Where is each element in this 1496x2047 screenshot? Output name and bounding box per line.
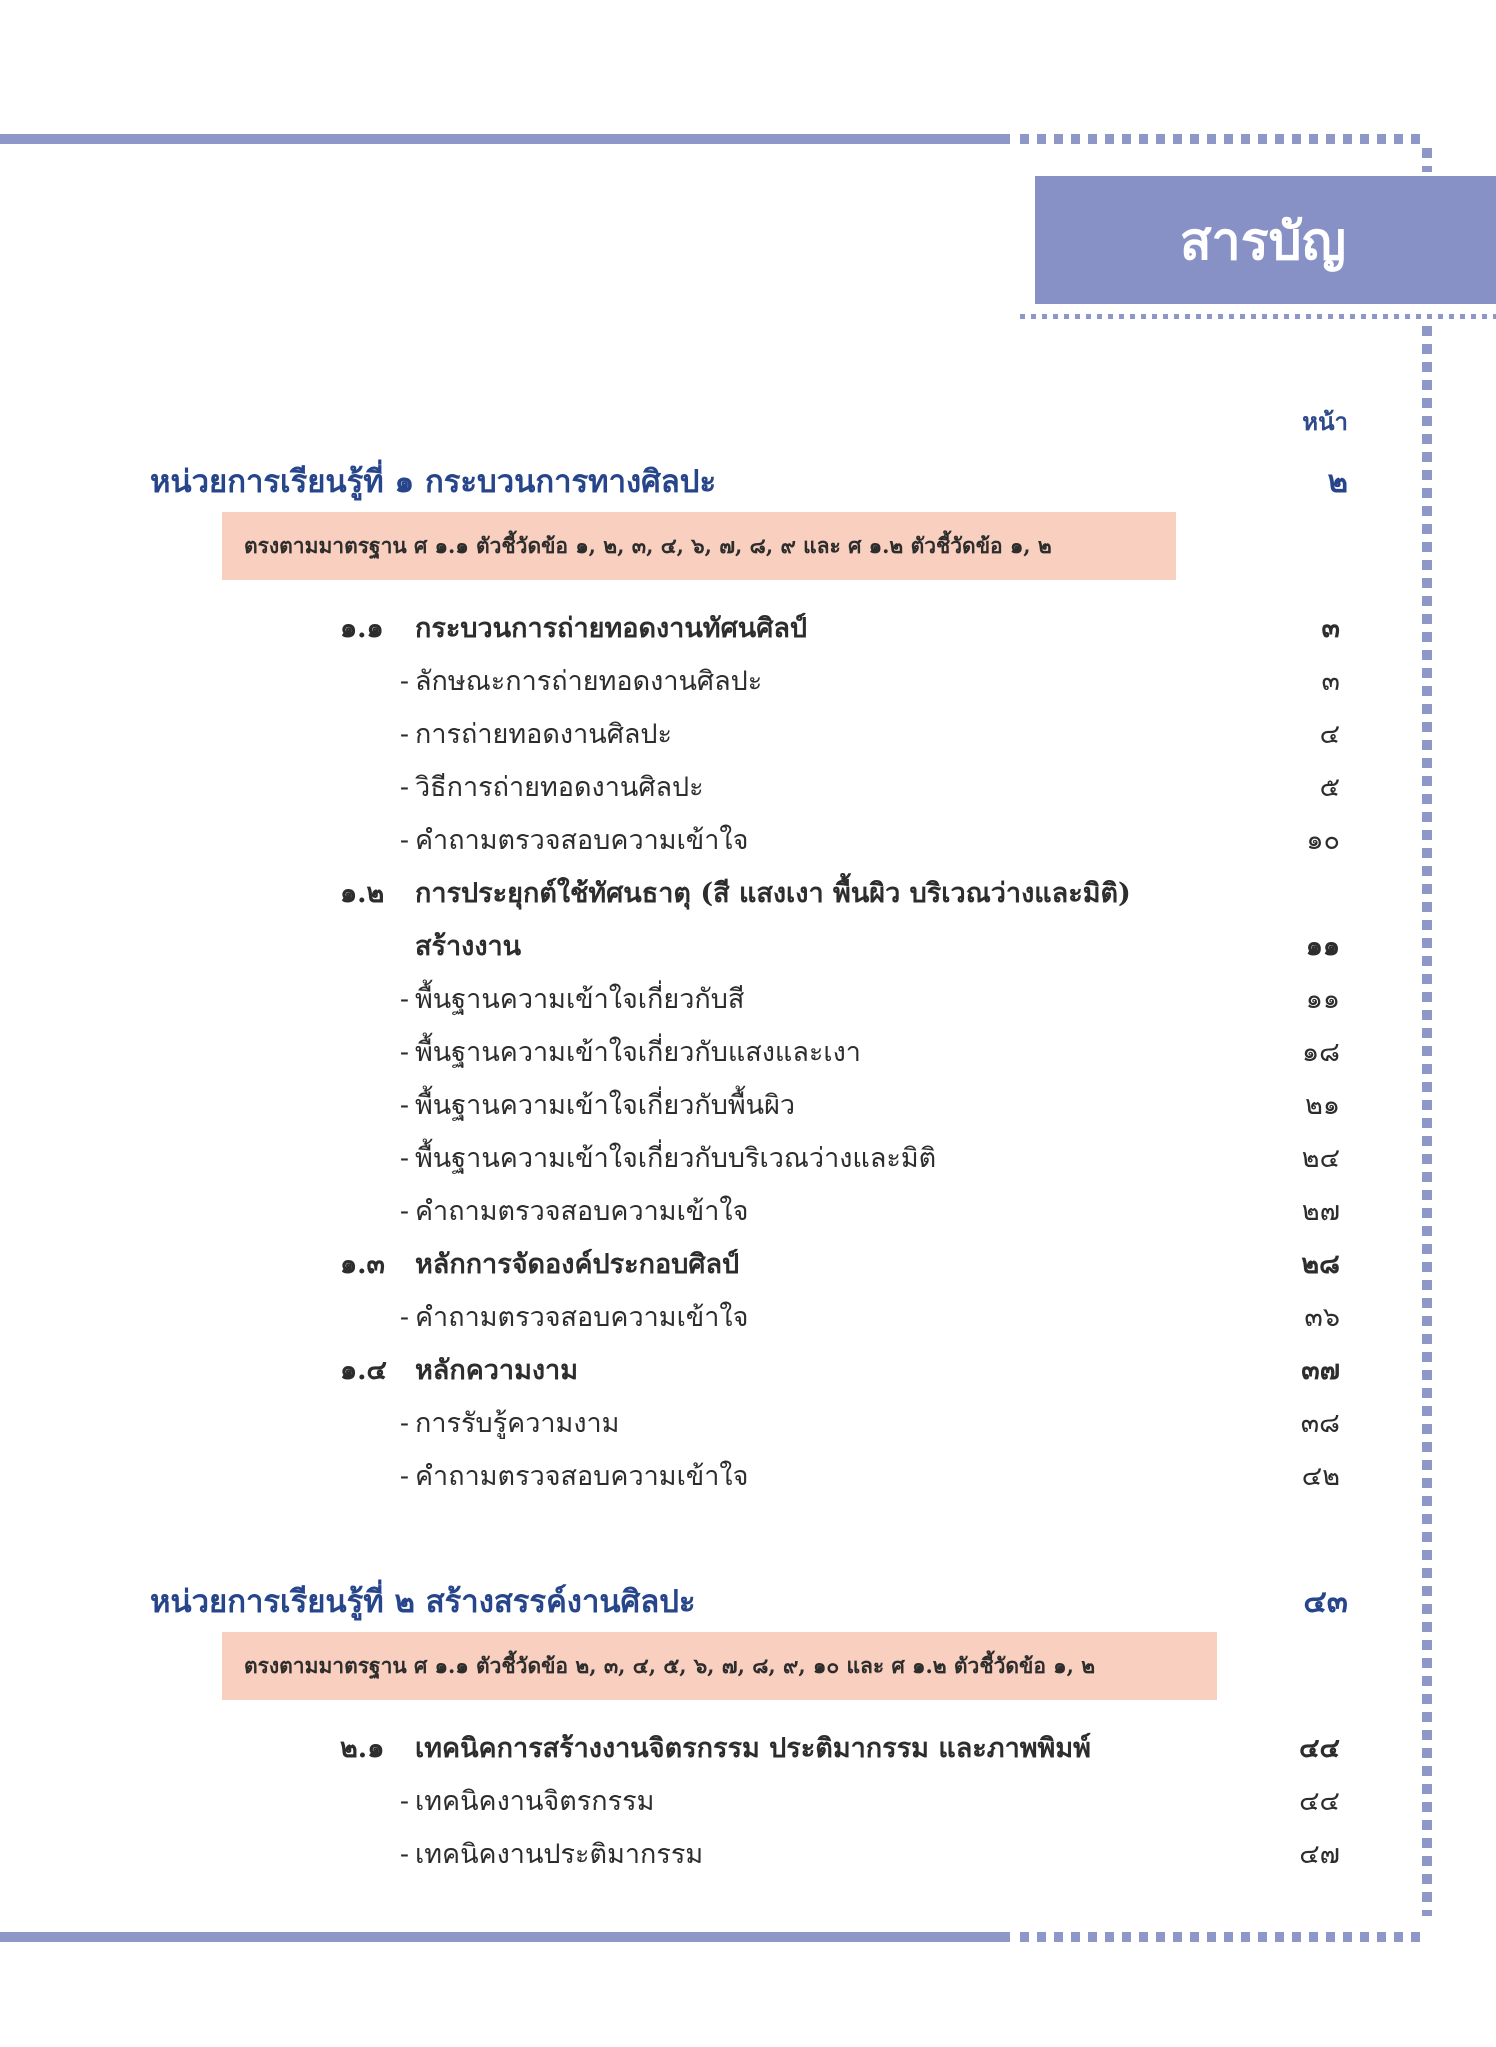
toc-entry bbox=[340, 1832, 1340, 1872]
entry-dash: - bbox=[399, 1143, 409, 1174]
entry-page: ๔๒ bbox=[1301, 1461, 1340, 1492]
entry-dash: - bbox=[399, 1090, 409, 1121]
entry-page: ๒๘ bbox=[1301, 1249, 1340, 1280]
entry-page: ๔๗ bbox=[1299, 1839, 1340, 1870]
entry-dash: - bbox=[399, 825, 409, 856]
entry-dash: - bbox=[399, 1302, 409, 1333]
toc-entry bbox=[340, 924, 1340, 964]
top-rule-dotted bbox=[1020, 134, 1420, 144]
entry-page: ๓ bbox=[1321, 613, 1340, 644]
entry-number: ๑.๒ bbox=[340, 878, 385, 909]
entry-number: ๑.๔ bbox=[340, 1355, 387, 1386]
entry-page: ๓๗ bbox=[1301, 1355, 1340, 1386]
standard-box bbox=[222, 512, 1176, 580]
entry-page: ๒๑ bbox=[1305, 1090, 1340, 1121]
entry-title: คำถามตรวจสอบความเข้าใจ bbox=[415, 825, 749, 856]
toc-entry bbox=[340, 1454, 1340, 1494]
entry-title: การรับรู้ความงาม bbox=[415, 1408, 620, 1439]
page-title: สารบัญ bbox=[1179, 211, 1346, 272]
entry-title: พื้นฐานความเข้าใจเกี่ยวกับสี bbox=[415, 984, 745, 1015]
standard-text: ตรงตามมาตรฐาน ศ ๑.๑ ตัวชี้วัดข้อ ๑, ๒, ๓, ๔, ๖, ๗, ๘, ๙ และ ศ ๑.๒ ตัวชี้วัดข้อ ๑, ๒ bbox=[244, 532, 1052, 558]
entry-title: การถ่ายทอดงานศิลปะ bbox=[415, 719, 673, 750]
toc-entry bbox=[340, 1242, 1340, 1282]
entry-page: ๓๘ bbox=[1300, 1408, 1340, 1439]
entry-title: สร้างงาน bbox=[415, 931, 522, 962]
entry-number: ๒.๑ bbox=[340, 1733, 385, 1764]
unit-heading bbox=[150, 1576, 1348, 1626]
page-column-label: หน้า bbox=[1302, 407, 1348, 436]
bottom-rule-dotted bbox=[1020, 1932, 1420, 1942]
entry-dash: - bbox=[399, 1408, 409, 1439]
entry-page: ๔๔ bbox=[1299, 1786, 1340, 1817]
unit-page: ๒ bbox=[1327, 464, 1348, 500]
entry-dash: - bbox=[399, 1196, 409, 1227]
standard-text: ตรงตามมาตรฐาน ศ ๑.๑ ตัวชี้วัดข้อ ๒, ๓, ๔, ๕, ๖, ๗, ๘, ๙, ๑๐ และ ศ ๑.๒ ตัวชี้วัดข้อ ๑, ๒ bbox=[244, 1652, 1096, 1678]
entry-title: คำถามตรวจสอบความเข้าใจ bbox=[415, 1196, 749, 1227]
right-side-dotted bbox=[1422, 326, 1432, 1916]
unit-heading bbox=[150, 456, 1348, 506]
unit-page: ๔๓ bbox=[1303, 1584, 1348, 1620]
entry-title: การประยุกต์ใช้ทัศนธาตุ (สี แสงเงา พื้นผิว บริเวณว่างและมิติ) bbox=[415, 878, 1131, 909]
toc-entry bbox=[340, 712, 1340, 752]
unit-title: หน่วยการเรียนรู้ที่ ๑ กระบวนการทางศิลปะ bbox=[150, 464, 717, 500]
toc-entry bbox=[340, 871, 1340, 911]
entry-title: หลักความงาม bbox=[415, 1355, 579, 1386]
entry-page: ๓๖ bbox=[1304, 1302, 1340, 1333]
toc-entry bbox=[340, 1348, 1340, 1388]
entry-dash: - bbox=[399, 666, 409, 697]
entry-title: พื้นฐานความเข้าใจเกี่ยวกับแสงและเงา bbox=[415, 1037, 861, 1068]
toc-entry bbox=[340, 606, 1340, 646]
toc-entry bbox=[340, 1779, 1340, 1819]
toc-entry bbox=[340, 1030, 1340, 1070]
toc-entry bbox=[340, 765, 1340, 805]
entry-page: ๑๑ bbox=[1305, 984, 1340, 1015]
entry-page: ๑๐ bbox=[1306, 825, 1340, 856]
toc-entry bbox=[340, 659, 1340, 699]
bottom-rule-solid bbox=[0, 1932, 1010, 1942]
entry-dash: - bbox=[399, 1839, 409, 1870]
entry-title: พื้นฐานความเข้าใจเกี่ยวกับบริเวณว่างและมิติ bbox=[415, 1143, 937, 1174]
toc-entry bbox=[340, 1726, 1340, 1766]
toc-entry bbox=[340, 1189, 1340, 1229]
title-banner bbox=[1035, 176, 1496, 304]
entry-title: เทคนิคงานประติมากรรม bbox=[415, 1839, 704, 1870]
top-rule-solid bbox=[0, 134, 1010, 144]
entry-page: ๑๘ bbox=[1302, 1037, 1340, 1068]
toc-entry bbox=[340, 1401, 1340, 1441]
entry-dash: - bbox=[399, 719, 409, 750]
entry-number: ๑.๓ bbox=[340, 1249, 385, 1280]
toc-entry bbox=[340, 1136, 1340, 1176]
entry-title: เทคนิคการสร้างงานจิตรกรรม ประติมากรรม และภาพพิมพ์ bbox=[415, 1733, 1091, 1764]
entry-page: ๒๔ bbox=[1301, 1143, 1340, 1174]
entry-title: วิธีการถ่ายทอดงานศิลปะ bbox=[415, 772, 704, 803]
toc-entry bbox=[340, 818, 1340, 858]
entry-dash: - bbox=[399, 984, 409, 1015]
entry-dash: - bbox=[399, 1461, 409, 1492]
toc-entry bbox=[340, 1295, 1340, 1335]
title-underline-dotted bbox=[1020, 314, 1496, 319]
unit-title: หน่วยการเรียนรู้ที่ ๒ สร้างสรรค์งานศิลปะ bbox=[150, 1584, 696, 1620]
entry-page: ๕ bbox=[1319, 772, 1340, 803]
entry-page: ๔๔ bbox=[1299, 1733, 1340, 1764]
top-corner-dots bbox=[1422, 148, 1432, 172]
standard-box bbox=[222, 1632, 1217, 1700]
entry-dash: - bbox=[399, 1037, 409, 1068]
entry-title: ลักษณะการถ่ายทอดงานศิลปะ bbox=[415, 666, 763, 697]
entry-title: พื้นฐานความเข้าใจเกี่ยวกับพื้นผิว bbox=[415, 1090, 796, 1121]
entry-page: ๑๑ bbox=[1305, 931, 1340, 962]
entry-title: กระบวนการถ่ายทอดงานทัศนศิลป์ bbox=[415, 613, 808, 644]
entry-dash: - bbox=[399, 772, 409, 803]
entry-page: ๔ bbox=[1319, 719, 1340, 750]
entry-dash: - bbox=[399, 1786, 409, 1817]
toc-entry bbox=[340, 977, 1340, 1017]
entry-page: ๓ bbox=[1321, 666, 1340, 697]
entry-title: คำถามตรวจสอบความเข้าใจ bbox=[415, 1461, 749, 1492]
toc-entry bbox=[340, 1083, 1340, 1123]
entry-page: ๒๗ bbox=[1301, 1196, 1340, 1227]
entry-title: หลักการจัดองค์ประกอบศิลป์ bbox=[415, 1249, 740, 1280]
entry-title: เทคนิคงานจิตรกรรม bbox=[415, 1786, 655, 1817]
entry-number: ๑.๑ bbox=[340, 613, 384, 644]
entry-title: คำถามตรวจสอบความเข้าใจ bbox=[415, 1302, 749, 1333]
